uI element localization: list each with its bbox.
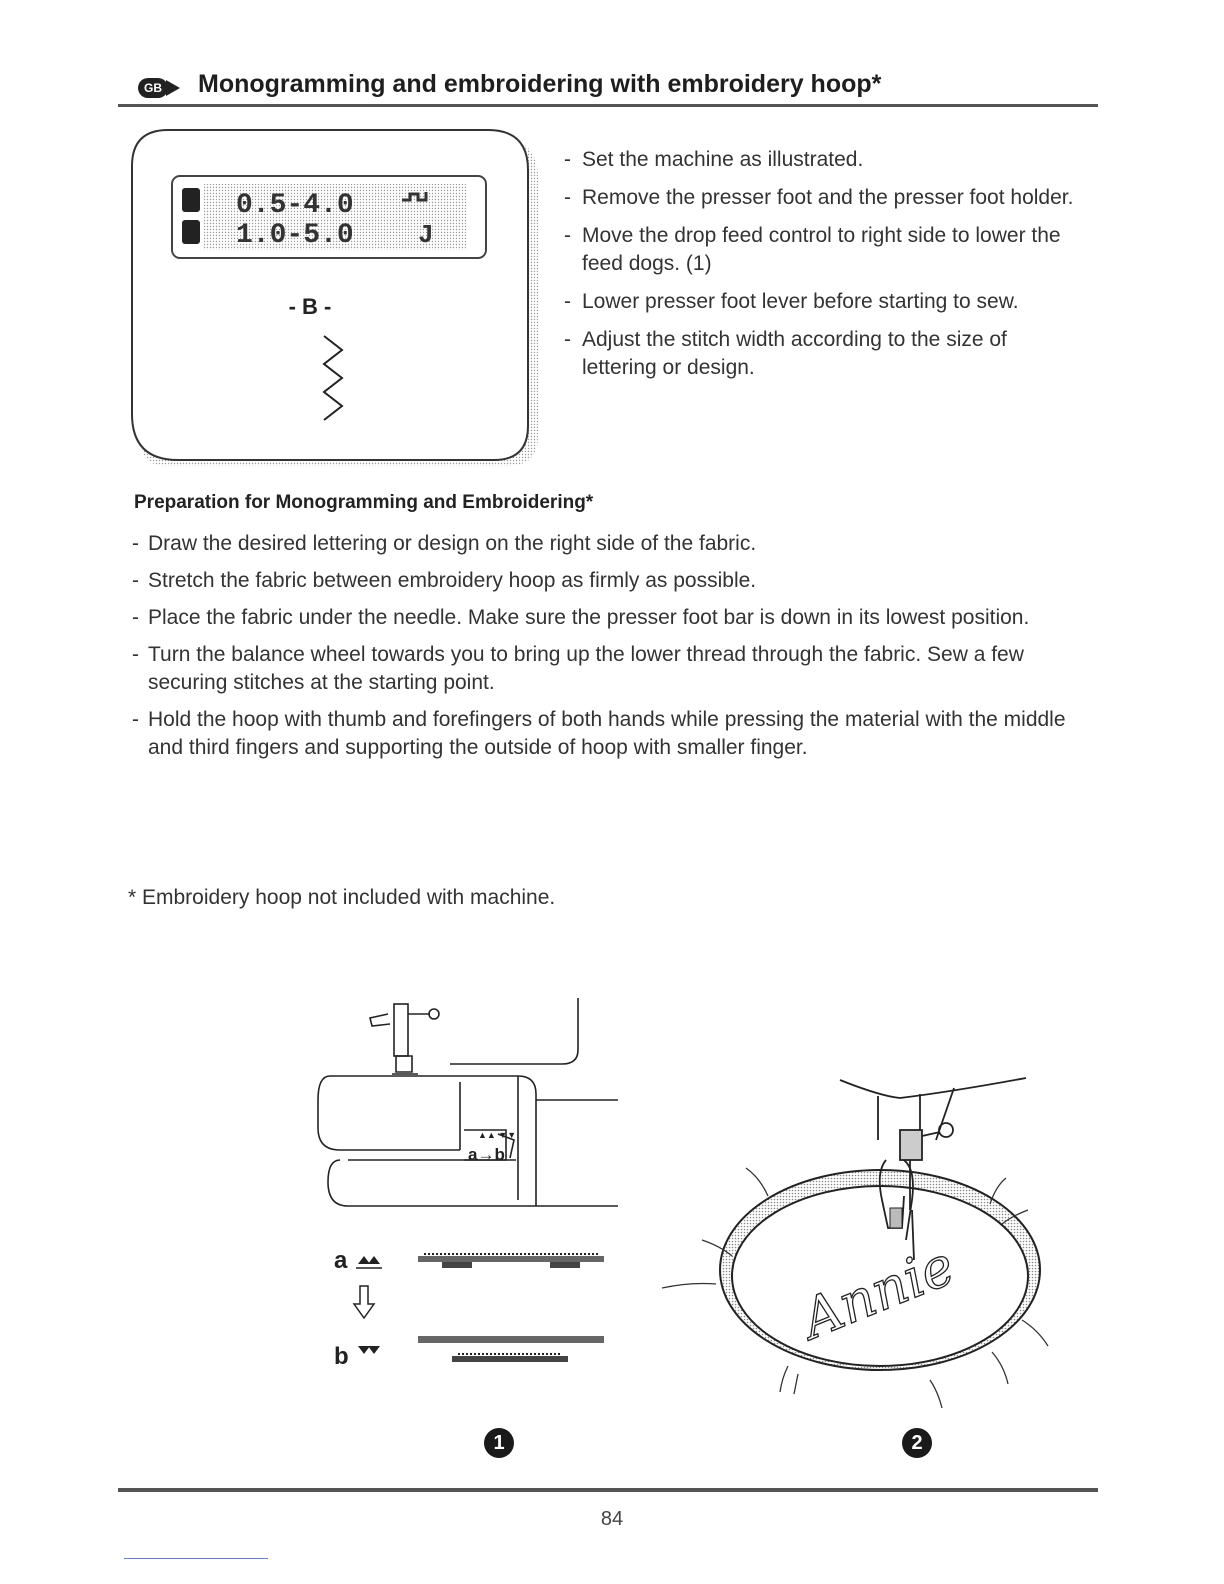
list-item: - Draw the desired lettering or design on the right side of the fabric. [128, 530, 1088, 558]
state-a-label: a [334, 1247, 348, 1274]
list-item: - Move the drop feed control to right side to lower the feed dogs. (1) [562, 222, 1082, 278]
embroidered-lettering: Annie [793, 1233, 964, 1352]
language-badge: GB [138, 78, 168, 98]
section-heading: Preparation for Monogramming and Embroidering* [134, 492, 594, 513]
list-item: - Hold the hoop with thumb and forefingers of both hands while pressing the material with the middle and third fingers and supporting the outside of hoop with smaller finger. [128, 706, 1088, 762]
list-item: - Stretch the fabric between embroidery hoop as firmly as possible. [128, 567, 1088, 595]
list-item: - Remove the presser foot and the presser foot holder. [562, 184, 1082, 212]
page-header [118, 66, 1098, 108]
arrow-down-icon [354, 1286, 374, 1318]
lcd-panel-figure [128, 126, 542, 470]
list-item: - Place the fabric under the needle. Make sure the presser foot bar is down in its lowest position. [128, 604, 1088, 632]
title-divider [118, 104, 1098, 107]
footnote: * Embroidery hoop not included with machine. [128, 886, 556, 909]
bottom-divider [118, 1488, 1098, 1492]
drop-feed-lever-label: a→b [468, 1145, 505, 1164]
embroidery-hoop-illustration [650, 1060, 1080, 1410]
list-item: - Turn the balance wheel towards you to bring up the lower thread through the fabric. Sew a few securing stitches at the starting point. [128, 641, 1088, 697]
lcd-foot-code: J [418, 220, 434, 250]
feed-dogs-down-icon [358, 1346, 380, 1354]
svg-text:▲▲ ▼▼: ▲▲ ▼▼ [478, 1130, 517, 1140]
list-item: - Set the machine as illustrated. [562, 146, 1082, 174]
list-item: - Lower presser foot lever before starting to sew. [562, 288, 1082, 316]
setup-steps-list [562, 146, 1082, 392]
figure-number-2: 2 [902, 1428, 932, 1458]
lcd-width-value: 0.5-4.0 [236, 190, 354, 221]
drop-feed-illustration [300, 990, 630, 1390]
pattern-label: - B - [288, 294, 332, 319]
page-title: Monogramming and embroidering with embroidery hoop* [198, 70, 882, 98]
feed-dogs-up-icon [358, 1256, 380, 1264]
lcd-length-value: 1.0-5.0 [236, 220, 354, 251]
page-number: 84 [600, 1508, 624, 1530]
state-b-label: b [334, 1343, 349, 1370]
stitch-length-icon [182, 220, 200, 244]
figure-number-1: 1 [484, 1428, 514, 1458]
bottom-underline [124, 1558, 268, 1559]
list-item: - Adjust the stitch width according to the size of lettering or design. [562, 326, 1082, 382]
preparation-steps-list [128, 530, 1088, 771]
stitch-width-icon [182, 188, 200, 212]
arrow-right-icon [166, 80, 180, 96]
